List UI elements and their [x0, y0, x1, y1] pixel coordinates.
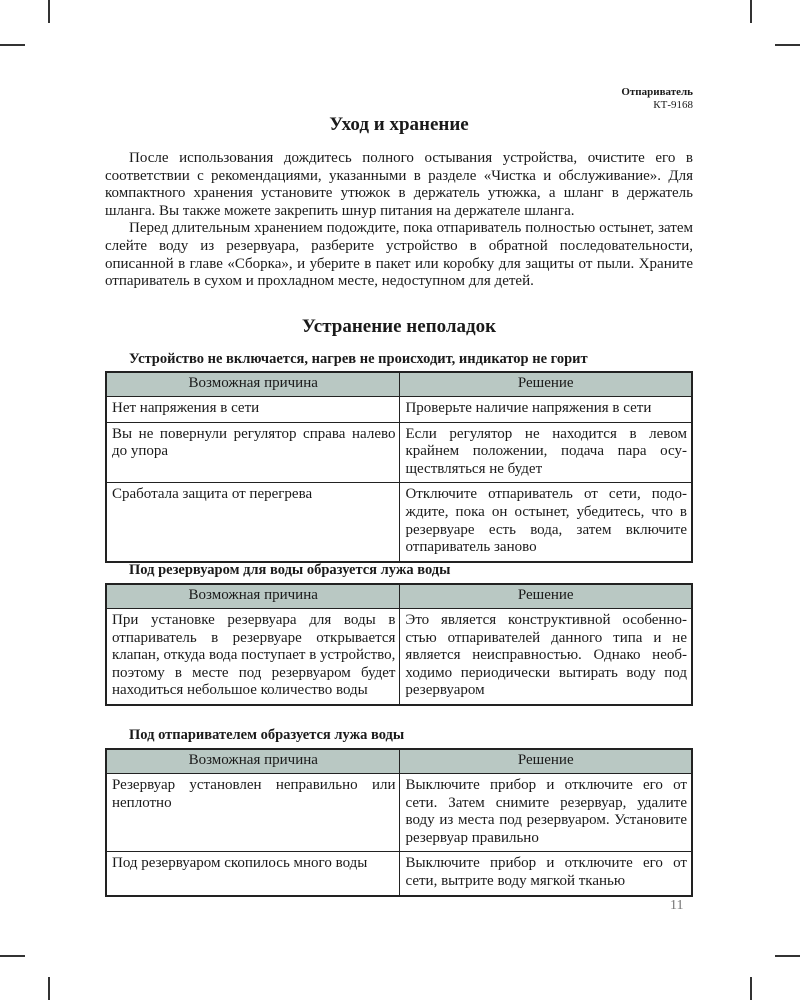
care-paragraph: Перед длительным хранением подождите, пока отпариватель полностью остынет, затем слейте воду из резервуара, разберите устройство в обратной последовательности, описанной в главе «Сборка», и уберите в пакет или коробку для защиты от пыли. Храните отпариватель в сухом и прохладном месте, недоступном для детей. [105, 220, 693, 290]
crop-mark-bottom-right-vertical [750, 977, 752, 1000]
cause-cell: При установке резервуара для воды в отпариватель в резервуаре открывается клапан, откуда вода поступает в устройство, поэтому в месте под резервуаром будет находиться небольшое количество воды [106, 609, 400, 705]
table-header-row [106, 584, 692, 609]
troubleshooting-title: Устранение неполадок [301, 316, 497, 337]
solution-cell: Выключите прибор и отключите его от сети, вытрите воду мягкой тканью [400, 852, 692, 896]
section-subtitle: Устройство не включается, нагрев не происходит, индикатор не горит [129, 351, 588, 367]
cause-cell: Под резервуаром скопилось много воды [106, 852, 400, 896]
column-header-cause: Возможная причина [106, 584, 400, 609]
cause-cell: Резервуар установлен неправильно или неплотно [106, 774, 400, 852]
model-number: КТ-9168 [653, 99, 693, 111]
solution-cell: Это является конструктивной особенностью отпаривателей данного типа и не является неисправностью. Однако необходимо периодически вытирать воду под резервуаром [400, 609, 692, 705]
cause-cell: Вы не повернули регулятор справа налево до упора [106, 422, 400, 483]
table-row [106, 483, 692, 562]
crop-mark-top-right-horizontal [775, 44, 800, 46]
solution-cell: Если регулятор не находится в левом крайнем положении, подача пара осуществляться не будет [400, 422, 692, 483]
crop-mark-top-left-horizontal [0, 44, 25, 46]
table-row [106, 852, 692, 896]
column-header-solution: Решение [400, 749, 692, 774]
solution-cell: Проверьте наличие напряжения в сети [400, 397, 692, 423]
crop-mark-bottom-right-horizontal [775, 955, 800, 957]
crop-mark-top-left-vertical [48, 0, 50, 23]
section-subtitle: Под резервуаром для воды образуется лужа воды [129, 562, 451, 578]
column-header-cause: Возможная причина [106, 749, 400, 774]
table-header-row [106, 372, 692, 397]
table-row [106, 609, 692, 705]
running-header [621, 86, 693, 112]
cause-cell: Нет напряжения в сети [106, 397, 400, 423]
care-title: Уход и хранение [329, 114, 469, 135]
column-header-cause: Возможная причина [106, 372, 400, 397]
crop-mark-bottom-left-horizontal [0, 955, 25, 957]
troubleshooting-table [105, 583, 693, 706]
cause-cell: Сработала защита от перегрева [106, 483, 400, 562]
product-name: Отпариватель [621, 86, 693, 98]
table-row [106, 774, 692, 852]
crop-mark-top-right-vertical [750, 0, 752, 23]
column-header-solution: Решение [400, 584, 692, 609]
crop-mark-bottom-left-vertical [48, 977, 50, 1000]
troubleshooting-table [105, 748, 693, 897]
page-number: 11 [670, 898, 684, 913]
solution-cell: Выключите прибор и отключите его от сети. Затем снимите резервуар, удалите воду из места под резервуаром. Установите резервуар правильно [400, 774, 692, 852]
troubleshooting-table [105, 371, 693, 563]
column-header-solution: Решение [400, 372, 692, 397]
care-paragraph: После использования дождитесь полного остывания устройства, очистите его в соответствии с рекомендациями, указанными в разделе «Чистка и обслуживание». Для компактного хранения установите утюжок в держатель утюжка, а шланг в держатель шланга. Вы также можете закрепить шнур питания на держателе шланга. [105, 150, 693, 219]
care-paragraphs [105, 150, 693, 291]
table-row [106, 397, 692, 423]
section-subtitle: Под отпаривателем образуется лужа воды [129, 727, 405, 743]
table-row [106, 422, 692, 483]
solution-cell: Отключите отпариватель от сети, подождите, пока он остынет, убедитесь, что в резервуаре есть вода, затем включите отпариватель заново [400, 483, 692, 562]
table-header-row [106, 749, 692, 774]
